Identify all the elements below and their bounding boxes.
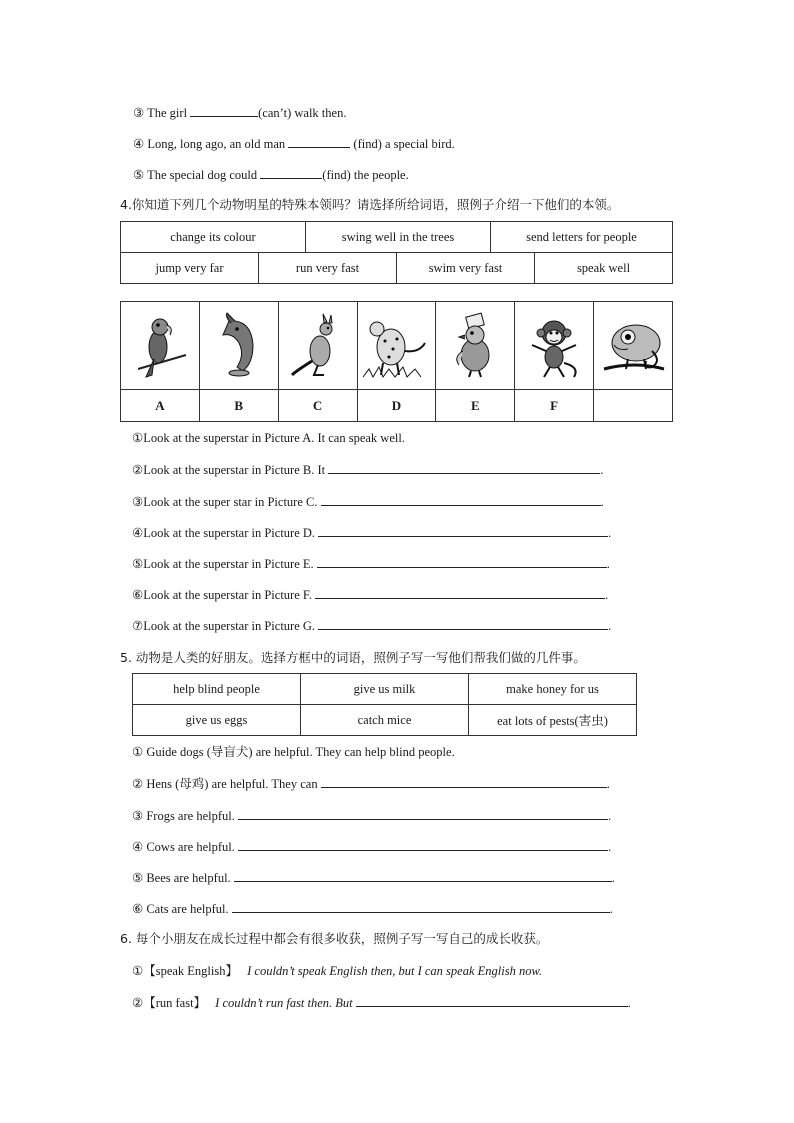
chameleon-icon bbox=[598, 311, 668, 381]
answer-blank[interactable] bbox=[260, 166, 322, 179]
word-option: speak well bbox=[535, 253, 673, 284]
answer-blank[interactable] bbox=[318, 617, 608, 630]
sentence-c: ③Look at the super star in Picture C. . bbox=[132, 495, 604, 509]
answer-blank[interactable] bbox=[321, 493, 601, 506]
answer-blank[interactable] bbox=[238, 838, 608, 851]
word-option: run very fast bbox=[259, 253, 397, 284]
monkey-icon bbox=[524, 311, 584, 381]
animal-picture-table bbox=[120, 301, 673, 422]
picture-cell-c bbox=[278, 302, 357, 390]
sentence-f: ⑥Look at the superstar in Picture F. . bbox=[132, 588, 609, 602]
answer-blank[interactable] bbox=[321, 775, 607, 788]
sentence-b: ②Look at the superstar in Picture B. It . bbox=[132, 463, 604, 477]
picture-letter: C bbox=[278, 390, 357, 422]
word-option: swim very fast bbox=[397, 253, 535, 284]
word-option: catch mice bbox=[301, 705, 469, 736]
helpful-hens: ② Hens (母鸡) are helpful. They can . bbox=[132, 777, 610, 791]
picture-cell-a bbox=[121, 302, 200, 390]
helpful-bees: ⑤ Bees are helpful. . bbox=[132, 871, 615, 885]
picture-cell-f bbox=[515, 302, 594, 390]
word-option: change its colour bbox=[121, 222, 306, 253]
answer-blank[interactable] bbox=[328, 461, 600, 474]
picture-cell-e bbox=[436, 302, 515, 390]
word-option: swing well in the trees bbox=[306, 222, 491, 253]
helpful-frogs: ③ Frogs are helpful. . bbox=[132, 809, 612, 823]
answer-blank[interactable] bbox=[232, 900, 610, 913]
sentence-e: ⑤Look at the superstar in Picture E. . bbox=[132, 557, 610, 571]
answer-blank[interactable] bbox=[238, 807, 608, 820]
word-option: make honey for us bbox=[469, 674, 637, 705]
answer-blank[interactable] bbox=[234, 869, 612, 882]
growth-run-fast: ②【run fast】 I couldn’t run fast then. But . bbox=[132, 996, 631, 1010]
sentence-g: ⑦Look at the superstar in Picture G. . bbox=[132, 619, 612, 633]
answer-blank[interactable] bbox=[317, 555, 607, 568]
helpful-example: ① Guide dogs (导盲犬) are helpful. They can help blind people. bbox=[132, 745, 455, 759]
picture-letter bbox=[594, 390, 673, 422]
answer-blank[interactable] bbox=[288, 135, 350, 148]
word-option: eat lots of pests(害虫) bbox=[469, 705, 637, 736]
picture-cell-d bbox=[357, 302, 436, 390]
section-6-heading: 6. 每个小朋友在成长过程中都会有很多收获，照例子写一写自己的成长收获。 bbox=[120, 931, 549, 946]
picture-letter: D bbox=[357, 390, 436, 422]
picture-letter: F bbox=[515, 390, 594, 422]
picture-letter: B bbox=[199, 390, 278, 422]
answer-blank[interactable] bbox=[356, 994, 628, 1007]
cheetah-icon bbox=[361, 311, 431, 381]
sentence-d: ④Look at the superstar in Picture D. . bbox=[132, 526, 612, 540]
kangaroo-icon bbox=[288, 311, 348, 381]
word-option: give us eggs bbox=[133, 705, 301, 736]
section-4-heading: 4.你知道下列几个动物明星的特殊本领吗？请选择所给词语，照例子介绍一下他们的本领。 bbox=[120, 197, 620, 212]
fill-item-5: ⑤ The special dog could (find) the people. bbox=[133, 168, 409, 182]
answer-blank[interactable] bbox=[318, 524, 608, 537]
parrot-icon bbox=[130, 311, 190, 381]
word-box-4-row2 bbox=[120, 252, 673, 284]
word-option: send letters for people bbox=[491, 222, 673, 253]
sentence-example: ①Look at the superstar in Picture A. It can speak well. bbox=[132, 431, 405, 445]
growth-example: ①【speak English】 I couldn’t speak English then, but I can speak English now. bbox=[132, 964, 542, 978]
word-option: help blind people bbox=[133, 674, 301, 705]
section-5-heading: 5. 动物是人类的好朋友。选择方框中的词语，照例子写一写他们帮我们做的几件事。 bbox=[120, 650, 586, 665]
picture-cell-g bbox=[594, 302, 673, 390]
fill-item-3: ③ The girl (can’t) walk then. bbox=[133, 106, 347, 120]
picture-letter: A bbox=[121, 390, 200, 422]
answer-blank[interactable] bbox=[315, 586, 605, 599]
word-option: jump very far bbox=[121, 253, 259, 284]
dolphin-icon bbox=[209, 311, 269, 381]
pigeon-icon bbox=[445, 311, 505, 381]
helpful-cows: ④ Cows are helpful. . bbox=[132, 840, 612, 854]
word-box-5 bbox=[132, 673, 637, 736]
answer-blank[interactable] bbox=[190, 104, 258, 117]
fill-item-4: ④ Long, long ago, an old man (find) a special bird. bbox=[133, 137, 455, 151]
word-option: give us milk bbox=[301, 674, 469, 705]
picture-cell-b bbox=[199, 302, 278, 390]
helpful-cats: ⑥ Cats are helpful. . bbox=[132, 902, 613, 916]
picture-letter: E bbox=[436, 390, 515, 422]
word-box-4-row1 bbox=[120, 221, 673, 253]
